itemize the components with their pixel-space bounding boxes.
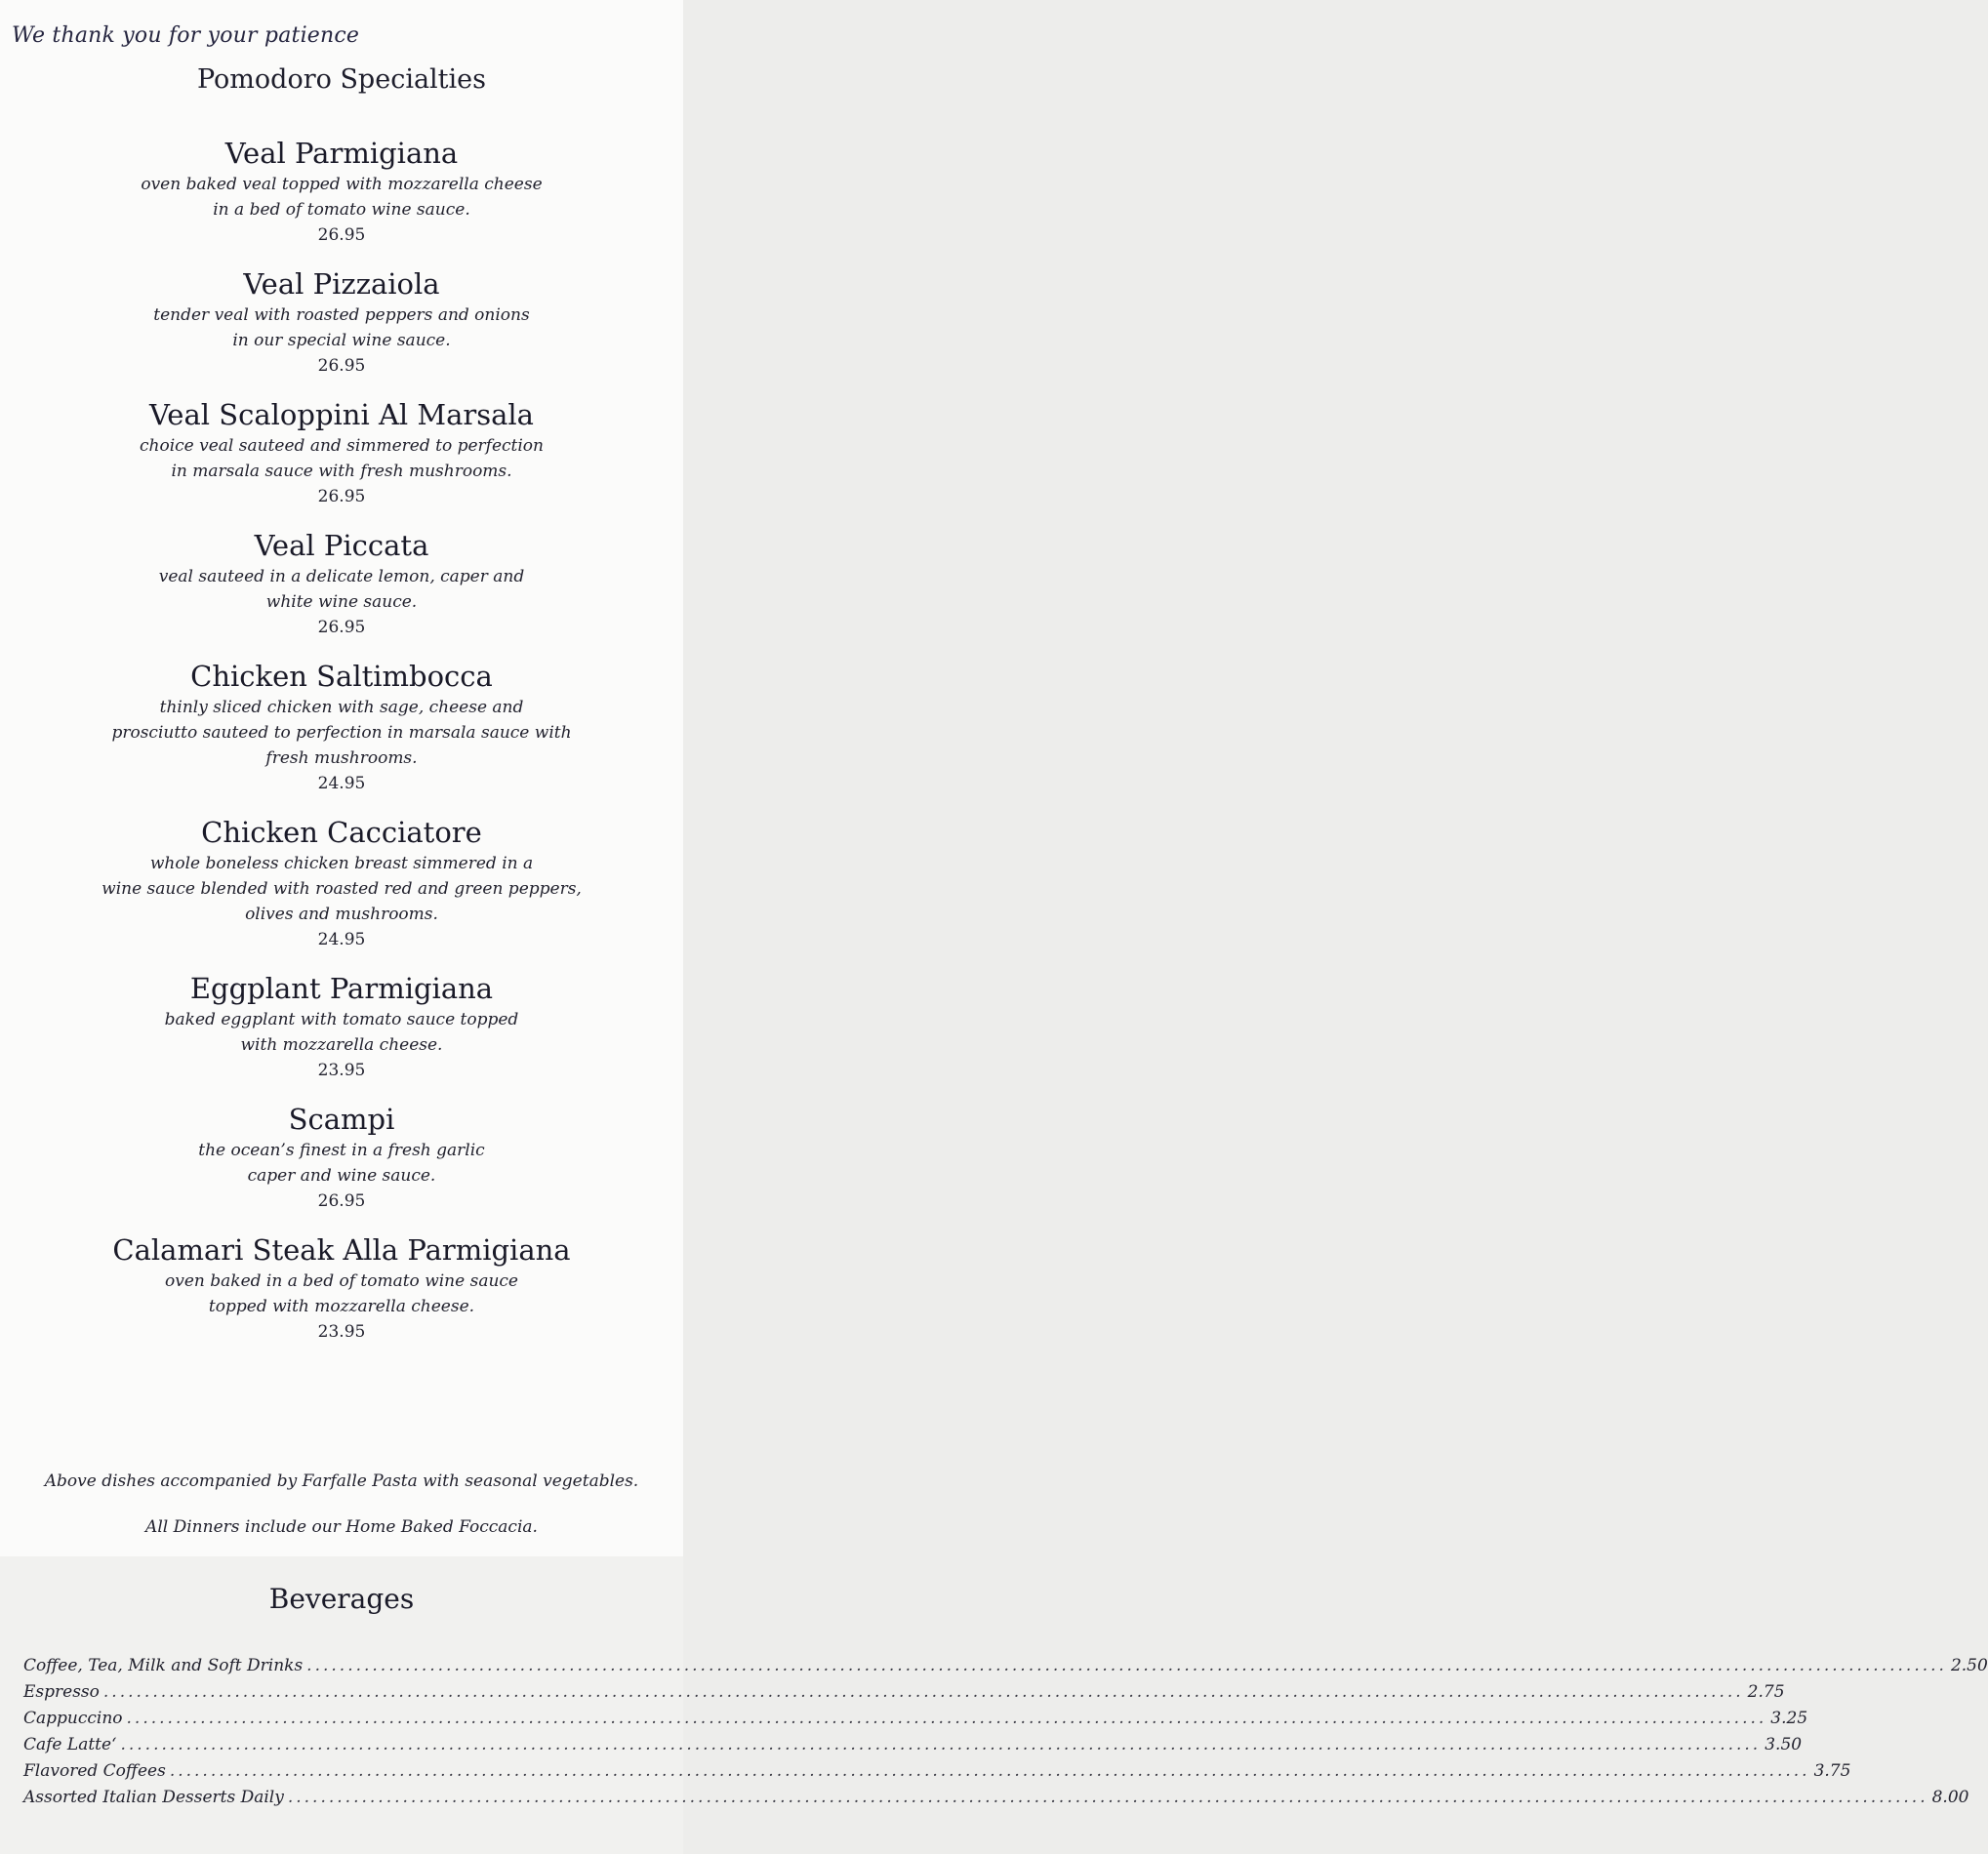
beverages-title: Beverages: [268, 1583, 415, 1615]
dish-item: [112, 1231, 570, 1345]
dot-leader: ........................................................................................................................................................................................................: [102, 1682, 1744, 1702]
beverage-name: Coffee, Tea, Milk and Soft Drinks: [23, 1656, 304, 1675]
foccacia-note: All Dinners include our Home Baked Foccacia.: [145, 1517, 538, 1537]
dot-leader: ........................................................................................................................................................................................................: [287, 1788, 1928, 1807]
dish-name: Chicken Saltimbocca: [190, 660, 493, 693]
dish-price: 24.95: [317, 930, 366, 949]
dish-name: Veal Parmigiana: [224, 137, 459, 170]
dot-leader: ........................................................................................................................................................................................................: [120, 1735, 1762, 1754]
dish-description: veal sauteed in a delicate lemon, caper and white wine sauce.: [158, 567, 525, 612]
dish-name: Scampi: [288, 1103, 395, 1136]
dish-price: 23.95: [317, 1061, 366, 1080]
dish-item: [159, 527, 525, 640]
dish-description: tender veal with roasted peppers and onions in our special wine sauce.: [153, 305, 530, 350]
beverage-row: [23, 1758, 1851, 1785]
beverage-price: 8.00: [1931, 1788, 1969, 1807]
dish-description: choice veal sauteed and simmered to perfection in marsala sauce with fresh mushrooms.: [140, 436, 544, 481]
dish-item: [140, 396, 544, 509]
beverage-name: Assorted Italian Desserts Daily: [23, 1788, 284, 1807]
dish-item: [165, 970, 519, 1083]
accompaniment-note: Above dishes accompanied by Farfalle Pasta with seasonal vegetables.: [44, 1471, 639, 1491]
dish-name: Calamari Steak Alla Parmigiana: [112, 1233, 571, 1267]
beverage-row: [23, 1653, 1988, 1679]
dish-name: Eggplant Parmigiana: [189, 972, 494, 1005]
beverage-name: Cafe Latte‘: [23, 1735, 117, 1754]
dish-description: the ocean’s finest in a fresh garlic caper and wine sauce.: [198, 1141, 485, 1186]
beverage-price: 3.50: [1765, 1735, 1803, 1754]
dot-leader: ........................................................................................................................................................................................................: [126, 1709, 1767, 1728]
thanks-note: We thank you for your patience: [12, 23, 360, 48]
beverage-name: Flavored Coffees: [23, 1761, 166, 1781]
dish-description: oven baked in a bed of tomato wine sauce topped with mozzarella cheese.: [165, 1271, 518, 1316]
beverage-list: [23, 1653, 1988, 1811]
beverage-price: 3.25: [1770, 1709, 1808, 1728]
page-title: Pomodoro Specialties: [196, 64, 487, 95]
beverage-row: [23, 1732, 1803, 1758]
dish-description: baked eggplant with tomato sauce topped with mozzarella cheese.: [164, 1010, 519, 1055]
dot-leader: ........................................................................................................................................................................................................: [306, 1656, 1947, 1675]
dish-name: Veal Pizzaiola: [243, 267, 440, 301]
dish-name: Veal Scaloppini Al Marsala: [149, 398, 534, 431]
dish-item: [141, 135, 542, 248]
dish-price: 26.95: [317, 487, 366, 506]
dish-price: 26.95: [317, 618, 366, 637]
dish-item: [198, 1101, 484, 1214]
dish-description: thinly sliced chicken with sage, cheese and prosciutto sauteed to perfection in marsala sauce with fresh mushrooms.: [111, 698, 572, 768]
dish-name: Chicken Cacciatore: [201, 816, 482, 849]
beverage-row: [23, 1679, 1785, 1706]
beverage-price: 3.75: [1813, 1761, 1851, 1781]
beverage-row: [23, 1785, 1969, 1811]
dish-item: [153, 265, 529, 379]
dish-description: oven baked veal topped with mozzarella cheese in a bed of tomato wine sauce.: [141, 175, 543, 220]
beverage-name: Espresso: [23, 1682, 100, 1702]
beverage-name: Cappuccino: [23, 1709, 123, 1728]
dish-price: 23.95: [317, 1322, 366, 1342]
dish-price: 24.95: [317, 774, 366, 793]
dish-price: 26.95: [317, 356, 366, 376]
beverage-price: 2.50: [1950, 1656, 1988, 1675]
dot-leader: ........................................................................................................................................................................................................: [169, 1761, 1810, 1781]
dish-description: whole boneless chicken breast simmered in a wine sauce blended with roasted red and green peppers, olives and mushrooms.: [101, 854, 582, 924]
dish-price: 26.95: [317, 225, 366, 245]
beverage-row: [23, 1706, 1808, 1732]
dish-item: [101, 814, 582, 952]
dish-list: [0, 135, 683, 1362]
dish-item: [111, 658, 571, 796]
dish-price: 26.95: [317, 1191, 366, 1211]
beverage-price: 2.75: [1747, 1682, 1785, 1702]
dish-name: Veal Piccata: [254, 529, 429, 562]
